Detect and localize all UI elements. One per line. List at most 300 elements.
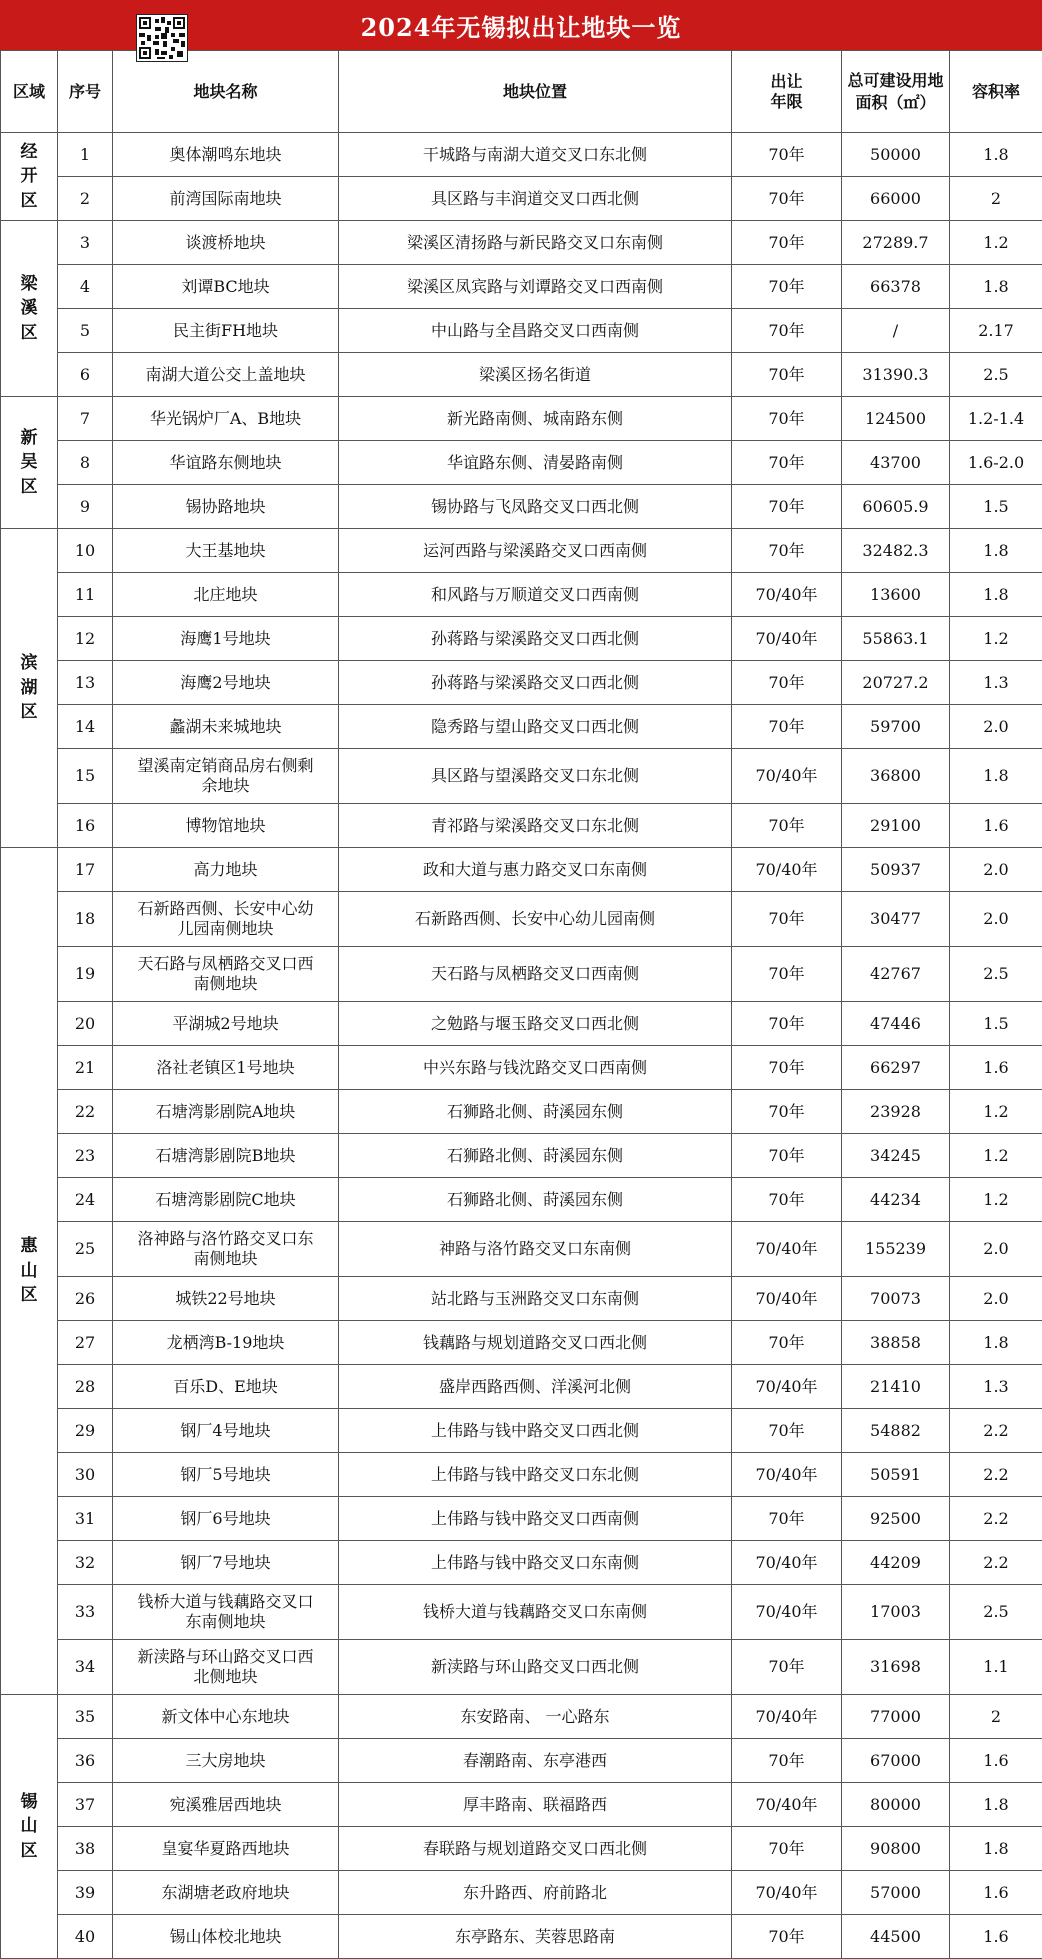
table-row (1, 1739, 1042, 1783)
header-seq: 序号 (58, 51, 113, 133)
seq-cell: 27 (58, 1321, 113, 1365)
location-cell: 政和大道与惠力路交叉口东南侧 (339, 848, 732, 892)
location-cell: 东安路南、 一心路东 (339, 1695, 732, 1739)
location-cell: 石狮路北侧、莳溪园东侧 (339, 1090, 732, 1134)
region-label: 滨湖区 (20, 651, 39, 725)
seq-cell: 34 (58, 1640, 113, 1695)
area-cell: 44500 (842, 1915, 950, 1959)
seq-cell: 36 (58, 1739, 113, 1783)
seq-cell: 22 (58, 1090, 113, 1134)
table-row (1, 1090, 1042, 1134)
area-cell: 60605.9 (842, 485, 950, 529)
name-cell: 华光锅炉厂A、B地块 (113, 397, 339, 441)
term-cell: 70年 (732, 485, 842, 529)
area-cell: 44234 (842, 1178, 950, 1222)
area-cell: / (842, 309, 950, 353)
far-cell: 1.2 (950, 617, 1042, 661)
far-cell: 2.17 (950, 309, 1042, 353)
far-cell: 1.5 (950, 1002, 1042, 1046)
table-row (1, 485, 1042, 529)
region-cell (1, 1695, 58, 1959)
term-cell: 70年 (732, 1134, 842, 1178)
table-row (1, 1915, 1042, 1959)
header-term-text: 出让年限 (769, 72, 804, 112)
location-cell: 新光路南侧、城南路东侧 (339, 397, 732, 441)
location-cell: 孙蒋路与梁溪路交叉口西北侧 (339, 661, 732, 705)
term-cell: 70/40年 (732, 617, 842, 661)
seq-cell: 33 (58, 1585, 113, 1640)
table-row (1, 1541, 1042, 1585)
seq-cell: 19 (58, 947, 113, 1002)
far-cell: 1.2 (950, 221, 1042, 265)
region-label: 惠山区 (20, 1234, 39, 1308)
far-cell: 1.6 (950, 1739, 1042, 1783)
location-cell: 具区路与望溪路交叉口东北侧 (339, 749, 732, 804)
term-cell: 70年 (732, 221, 842, 265)
far-cell: 2.0 (950, 848, 1042, 892)
table-row (1, 892, 1042, 947)
name-cell: 民主街FH地块 (113, 309, 339, 353)
location-cell: 梁溪区凤宾路与刘谭路交叉口西南侧 (339, 265, 732, 309)
name-cell: 钱桥大道与钱藕路交叉口东南侧地块 (113, 1585, 339, 1640)
term-cell: 70/40年 (732, 1695, 842, 1739)
location-cell: 盛岸西路西侧、洋溪河北侧 (339, 1365, 732, 1409)
term-cell: 70/40年 (732, 1585, 842, 1640)
area-cell: 50937 (842, 848, 950, 892)
name-cell: 海鹰2号地块 (113, 661, 339, 705)
table-row (1, 705, 1042, 749)
term-cell: 70年 (732, 1321, 842, 1365)
location-cell: 孙蒋路与梁溪路交叉口西北侧 (339, 617, 732, 661)
term-cell: 70年 (732, 177, 842, 221)
seq-cell: 5 (58, 309, 113, 353)
far-cell: 1.8 (950, 749, 1042, 804)
region-cell (1, 397, 58, 529)
region-label: 梁溪区 (20, 272, 39, 346)
term-cell: 70/40年 (732, 573, 842, 617)
name-cell: 平湖城2号地块 (113, 1002, 339, 1046)
name-cell: 三大房地块 (113, 1739, 339, 1783)
name-cell: 高力地块 (113, 848, 339, 892)
location-cell: 具区路与丰润道交叉口西北侧 (339, 177, 732, 221)
table-row (1, 1277, 1042, 1321)
seq-cell: 25 (58, 1222, 113, 1277)
name-cell: 皇宴华夏路西地块 (113, 1827, 339, 1871)
far-cell: 2.0 (950, 1222, 1042, 1277)
name-cell: 东湖塘老政府地块 (113, 1871, 339, 1915)
name-cell: 天石路与凤栖路交叉口西南侧地块 (113, 947, 339, 1002)
term-cell: 70/40年 (732, 1541, 842, 1585)
area-cell: 43700 (842, 441, 950, 485)
location-cell: 上伟路与钱中路交叉口东北侧 (339, 1453, 732, 1497)
term-cell: 70/40年 (732, 848, 842, 892)
term-cell: 70年 (732, 705, 842, 749)
far-cell: 1.8 (950, 1827, 1042, 1871)
name-cell: 望溪南定销商品房右侧剩余地块 (113, 749, 339, 804)
location-cell: 之勉路与堰玉路交叉口西北侧 (339, 1002, 732, 1046)
term-cell: 70年 (732, 1178, 842, 1222)
name-cell: 谈渡桥地块 (113, 221, 339, 265)
table-row (1, 1783, 1042, 1827)
seq-cell: 39 (58, 1871, 113, 1915)
table-row (1, 1046, 1042, 1090)
name-cell: 锡协路地块 (113, 485, 339, 529)
far-cell: 2.0 (950, 1277, 1042, 1321)
table-row (1, 1497, 1042, 1541)
far-cell: 1.1 (950, 1640, 1042, 1695)
far-cell: 1.3 (950, 661, 1042, 705)
term-cell: 70年 (732, 892, 842, 947)
region-label: 锡山区 (20, 1790, 39, 1864)
name-cell: 北庄地块 (113, 573, 339, 617)
table-row (1, 1871, 1042, 1915)
name-cell: 大王基地块 (113, 529, 339, 573)
seq-cell: 13 (58, 661, 113, 705)
term-cell: 70年 (732, 947, 842, 1002)
table-row (1, 1695, 1042, 1739)
area-cell: 20727.2 (842, 661, 950, 705)
header-far: 容积率 (950, 51, 1042, 133)
seq-cell: 14 (58, 705, 113, 749)
area-cell: 31698 (842, 1640, 950, 1695)
table-row (1, 804, 1042, 848)
table-row (1, 848, 1042, 892)
region-cell (1, 529, 58, 848)
seq-cell: 26 (58, 1277, 113, 1321)
location-cell: 上伟路与钱中路交叉口东南侧 (339, 1541, 732, 1585)
term-cell: 70/40年 (732, 1365, 842, 1409)
area-cell: 17003 (842, 1585, 950, 1640)
name-cell: 百乐D、E地块 (113, 1365, 339, 1409)
name-cell: 新渎路与环山路交叉口西北侧地块 (113, 1640, 339, 1695)
name-cell: 前湾国际南地块 (113, 177, 339, 221)
table-row (1, 221, 1042, 265)
table-row (1, 947, 1042, 1002)
term-cell: 70年 (732, 1090, 842, 1134)
table-header-row (1, 51, 1042, 133)
location-cell: 天石路与凤栖路交叉口西南侧 (339, 947, 732, 1002)
location-cell: 和风路与万顺道交叉口西南侧 (339, 573, 732, 617)
far-cell: 1.8 (950, 133, 1042, 177)
location-cell: 新渎路与环山路交叉口西北侧 (339, 1640, 732, 1695)
seq-cell: 3 (58, 221, 113, 265)
name-cell: 石塘湾影剧院A地块 (113, 1090, 339, 1134)
location-cell: 钱桥大道与钱藕路交叉口东南侧 (339, 1585, 732, 1640)
table-row (1, 1827, 1042, 1871)
far-cell: 1.5 (950, 485, 1042, 529)
seq-cell: 15 (58, 749, 113, 804)
name-cell: 石塘湾影剧院B地块 (113, 1134, 339, 1178)
far-cell: 2.5 (950, 353, 1042, 397)
table-row (1, 1321, 1042, 1365)
name-cell: 南湖大道公交上盖地块 (113, 353, 339, 397)
name-cell: 钢厂7号地块 (113, 1541, 339, 1585)
term-cell: 70年 (732, 529, 842, 573)
area-cell: 36800 (842, 749, 950, 804)
far-cell: 2.2 (950, 1497, 1042, 1541)
area-cell: 67000 (842, 1739, 950, 1783)
seq-cell: 40 (58, 1915, 113, 1959)
location-cell: 东升路西、府前路北 (339, 1871, 732, 1915)
term-cell: 70年 (732, 1497, 842, 1541)
area-cell: 34245 (842, 1134, 950, 1178)
area-cell: 31390.3 (842, 353, 950, 397)
location-cell: 钱藕路与规划道路交叉口西北侧 (339, 1321, 732, 1365)
far-cell: 1.6-2.0 (950, 441, 1042, 485)
seq-cell: 10 (58, 529, 113, 573)
seq-cell: 38 (58, 1827, 113, 1871)
term-cell: 70年 (732, 265, 842, 309)
area-cell: 29100 (842, 804, 950, 848)
seq-cell: 35 (58, 1695, 113, 1739)
term-cell: 70年 (732, 1409, 842, 1453)
name-cell: 锡山体校北地块 (113, 1915, 339, 1959)
far-cell: 2.0 (950, 705, 1042, 749)
name-cell: 钢厂6号地块 (113, 1497, 339, 1541)
name-cell: 洛社老镇区1号地块 (113, 1046, 339, 1090)
table-row (1, 661, 1042, 705)
far-cell: 2.0 (950, 892, 1042, 947)
far-cell: 1.2-1.4 (950, 397, 1042, 441)
area-cell: 32482.3 (842, 529, 950, 573)
far-cell: 2.5 (950, 1585, 1042, 1640)
far-cell: 1.8 (950, 1321, 1042, 1365)
name-cell: 洛神路与洛竹路交叉口东南侧地块 (113, 1222, 339, 1277)
seq-cell: 37 (58, 1783, 113, 1827)
region-cell (1, 848, 58, 1695)
page-title-bar (0, 0, 1042, 50)
area-cell: 90800 (842, 1827, 950, 1871)
term-cell: 70/40年 (732, 1783, 842, 1827)
far-cell: 1.2 (950, 1134, 1042, 1178)
table-row (1, 1134, 1042, 1178)
location-cell: 春联路与规划道路交叉口西北侧 (339, 1827, 732, 1871)
far-cell: 2.2 (950, 1453, 1042, 1497)
seq-cell: 29 (58, 1409, 113, 1453)
region-cell (1, 221, 58, 397)
term-cell: 70/40年 (732, 749, 842, 804)
table-row (1, 573, 1042, 617)
region-label: 新吴区 (20, 426, 39, 500)
far-cell: 1.8 (950, 265, 1042, 309)
region-cell (1, 133, 58, 221)
area-cell: 80000 (842, 1783, 950, 1827)
term-cell: 70年 (732, 1002, 842, 1046)
table-row (1, 397, 1042, 441)
term-cell: 70年 (732, 1046, 842, 1090)
area-cell: 54882 (842, 1409, 950, 1453)
location-cell: 隐秀路与望山路交叉口西北侧 (339, 705, 732, 749)
name-cell: 钢厂5号地块 (113, 1453, 339, 1497)
term-cell: 70年 (732, 804, 842, 848)
area-cell: 77000 (842, 1695, 950, 1739)
far-cell: 1.6 (950, 1046, 1042, 1090)
table-row (1, 133, 1042, 177)
term-cell: 70年 (732, 1915, 842, 1959)
seq-cell: 9 (58, 485, 113, 529)
table-row (1, 1453, 1042, 1497)
far-cell: 1.2 (950, 1178, 1042, 1222)
seq-cell: 2 (58, 177, 113, 221)
far-cell: 1.6 (950, 1915, 1042, 1959)
far-cell: 1.6 (950, 1871, 1042, 1915)
header-area (842, 51, 950, 133)
page-title: 2024年无锡拟出让地块一览 (361, 8, 682, 43)
name-cell: 新文体中心东地块 (113, 1695, 339, 1739)
location-cell: 神路与洛竹路交叉口东南侧 (339, 1222, 732, 1277)
area-cell: 13600 (842, 573, 950, 617)
seq-cell: 23 (58, 1134, 113, 1178)
far-cell: 2.5 (950, 947, 1042, 1002)
far-cell: 2.2 (950, 1409, 1042, 1453)
seq-cell: 24 (58, 1178, 113, 1222)
name-cell: 海鹰1号地块 (113, 617, 339, 661)
area-cell: 50000 (842, 133, 950, 177)
location-cell: 梁溪区清扬路与新民路交叉口东南侧 (339, 221, 732, 265)
name-cell: 刘谭BC地块 (113, 265, 339, 309)
area-cell: 66000 (842, 177, 950, 221)
term-cell: 70/40年 (732, 1871, 842, 1915)
seq-cell: 21 (58, 1046, 113, 1090)
term-cell: 70年 (732, 661, 842, 705)
table-row (1, 309, 1042, 353)
far-cell: 1.8 (950, 1783, 1042, 1827)
name-cell: 宛溪雅居西地块 (113, 1783, 339, 1827)
seq-cell: 20 (58, 1002, 113, 1046)
location-cell: 中山路与全昌路交叉口西南侧 (339, 309, 732, 353)
area-cell: 55863.1 (842, 617, 950, 661)
far-cell: 1.8 (950, 573, 1042, 617)
seq-cell: 32 (58, 1541, 113, 1585)
table-row (1, 441, 1042, 485)
location-cell: 站北路与玉洲路交叉口东南侧 (339, 1277, 732, 1321)
header-name: 地块名称 (113, 51, 339, 133)
far-cell: 2.2 (950, 1541, 1042, 1585)
name-cell: 城铁22号地块 (113, 1277, 339, 1321)
term-cell: 70/40年 (732, 1453, 842, 1497)
table-row (1, 1640, 1042, 1695)
location-cell: 青祁路与梁溪路交叉口东北侧 (339, 804, 732, 848)
seq-cell: 12 (58, 617, 113, 661)
far-cell: 2 (950, 1695, 1042, 1739)
term-cell: 70年 (732, 133, 842, 177)
far-cell: 1.8 (950, 529, 1042, 573)
table-row (1, 353, 1042, 397)
name-cell: 石塘湾影剧院C地块 (113, 1178, 339, 1222)
area-cell: 50591 (842, 1453, 950, 1497)
area-cell: 66297 (842, 1046, 950, 1090)
region-label: 经开区 (20, 140, 39, 214)
area-cell: 66378 (842, 265, 950, 309)
qr-code-icon (136, 14, 188, 62)
term-cell: 70年 (732, 1739, 842, 1783)
term-cell: 70年 (732, 397, 842, 441)
area-cell: 30477 (842, 892, 950, 947)
far-cell: 1.2 (950, 1090, 1042, 1134)
seq-cell: 4 (58, 265, 113, 309)
location-cell: 春潮路南、东亭港西 (339, 1739, 732, 1783)
table-row (1, 1002, 1042, 1046)
far-cell: 1.6 (950, 804, 1042, 848)
name-cell: 华谊路东侧地块 (113, 441, 339, 485)
location-cell: 厚丰路南、联福路西 (339, 1783, 732, 1827)
location-cell: 上伟路与钱中路交叉口西北侧 (339, 1409, 732, 1453)
area-cell: 59700 (842, 705, 950, 749)
seq-cell: 31 (58, 1497, 113, 1541)
seq-cell: 11 (58, 573, 113, 617)
table-row (1, 749, 1042, 804)
area-cell: 124500 (842, 397, 950, 441)
seq-cell: 30 (58, 1453, 113, 1497)
table-row (1, 265, 1042, 309)
area-cell: 57000 (842, 1871, 950, 1915)
area-cell: 23928 (842, 1090, 950, 1134)
term-cell: 70年 (732, 1640, 842, 1695)
seq-cell: 16 (58, 804, 113, 848)
name-cell: 钢厂4号地块 (113, 1409, 339, 1453)
header-term (732, 51, 842, 133)
term-cell: 70年 (732, 309, 842, 353)
term-cell: 70年 (732, 1827, 842, 1871)
term-cell: 70/40年 (732, 1222, 842, 1277)
term-cell: 70年 (732, 441, 842, 485)
location-cell: 中兴东路与钱沈路交叉口西南侧 (339, 1046, 732, 1090)
location-cell: 石新路西侧、长安中心幼儿园南侧 (339, 892, 732, 947)
table-row (1, 1585, 1042, 1640)
name-cell: 蠡湖未来城地块 (113, 705, 339, 749)
seq-cell: 1 (58, 133, 113, 177)
table-row (1, 1365, 1042, 1409)
area-cell: 47446 (842, 1002, 950, 1046)
location-cell: 东亭路东、芙蓉思路南 (339, 1915, 732, 1959)
table-row (1, 1178, 1042, 1222)
area-cell: 155239 (842, 1222, 950, 1277)
seq-cell: 28 (58, 1365, 113, 1409)
far-cell: 1.3 (950, 1365, 1042, 1409)
location-cell: 干城路与南湖大道交叉口东北侧 (339, 133, 732, 177)
name-cell: 石新路西侧、长安中心幼儿园南侧地块 (113, 892, 339, 947)
location-cell: 运河西路与梁溪路交叉口西南侧 (339, 529, 732, 573)
area-cell: 70073 (842, 1277, 950, 1321)
name-cell: 奥体潮鸣东地块 (113, 133, 339, 177)
table-row (1, 1222, 1042, 1277)
area-cell: 38858 (842, 1321, 950, 1365)
header-region: 区域 (1, 51, 58, 133)
area-cell: 42767 (842, 947, 950, 1002)
table-row (1, 1409, 1042, 1453)
location-cell: 石狮路北侧、莳溪园东侧 (339, 1178, 732, 1222)
area-cell: 27289.7 (842, 221, 950, 265)
table-row (1, 529, 1042, 573)
table-row (1, 617, 1042, 661)
seq-cell: 7 (58, 397, 113, 441)
land-parcel-table (0, 50, 1042, 1959)
area-cell: 92500 (842, 1497, 950, 1541)
area-cell: 44209 (842, 1541, 950, 1585)
table-row (1, 177, 1042, 221)
seq-cell: 17 (58, 848, 113, 892)
seq-cell: 6 (58, 353, 113, 397)
name-cell: 龙栖湾B-19地块 (113, 1321, 339, 1365)
location-cell: 上伟路与钱中路交叉口西南侧 (339, 1497, 732, 1541)
location-cell: 华谊路东侧、清晏路南侧 (339, 441, 732, 485)
header-area-text: 总可建设用地面积（㎡） (848, 70, 944, 113)
location-cell: 石狮路北侧、莳溪园东侧 (339, 1134, 732, 1178)
location-cell: 梁溪区扬名街道 (339, 353, 732, 397)
seq-cell: 18 (58, 892, 113, 947)
far-cell: 2 (950, 177, 1042, 221)
term-cell: 70/40年 (732, 1277, 842, 1321)
